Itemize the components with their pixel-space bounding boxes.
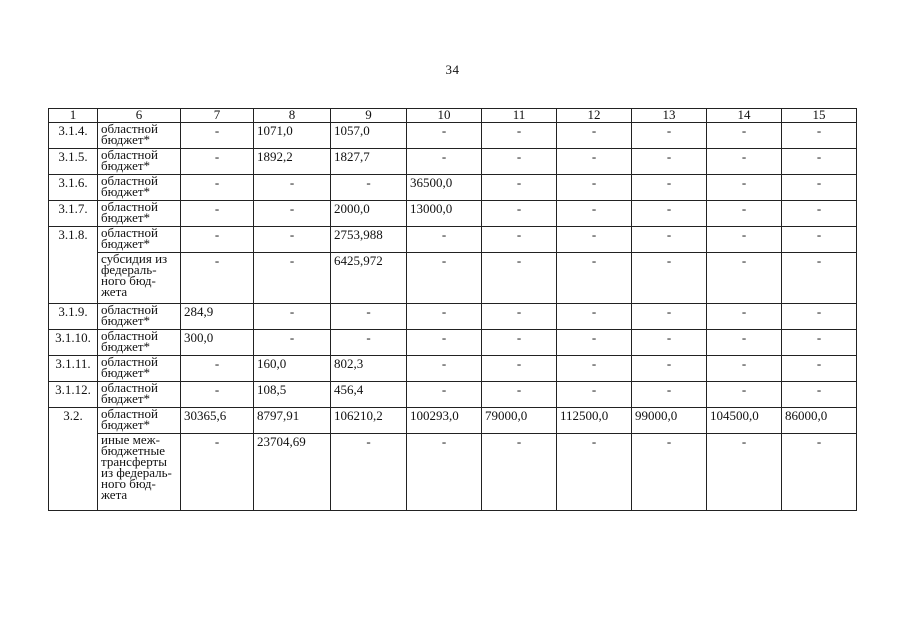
value-cell: -	[782, 330, 857, 356]
value-cell: -	[482, 253, 557, 304]
value-cell: -	[782, 304, 857, 330]
funding-source: областной бюджет*	[98, 227, 181, 253]
funding-source: областной бюджет*	[98, 356, 181, 382]
funding-source: областной бюджет*	[98, 201, 181, 227]
value-cell: -	[181, 253, 254, 304]
table-row	[49, 408, 857, 434]
table-row	[49, 304, 857, 330]
value-cell: -	[181, 149, 254, 175]
value-cell: -	[407, 434, 482, 511]
item-number: 3.2.	[49, 408, 98, 511]
value-cell: -	[407, 149, 482, 175]
value-cell: 112500,0	[557, 408, 632, 434]
value-cell: 86000,0	[782, 408, 857, 434]
value-cell: -	[707, 356, 782, 382]
value-cell: 1827,7	[331, 149, 407, 175]
value-cell: -	[707, 227, 782, 253]
value-cell: -	[181, 123, 254, 149]
value-cell: 802,3	[331, 356, 407, 382]
value-cell: -	[782, 253, 857, 304]
funding-source: областной бюджет*	[98, 408, 181, 434]
value-cell: 104500,0	[707, 408, 782, 434]
value-cell: -	[331, 175, 407, 201]
table-row	[49, 175, 857, 201]
value-cell: -	[557, 201, 632, 227]
table-row	[49, 201, 857, 227]
column-header: 14	[707, 109, 782, 123]
value-cell: -	[707, 175, 782, 201]
budget-table	[48, 108, 857, 511]
item-number: 3.1.4.	[49, 123, 98, 149]
value-cell: -	[482, 356, 557, 382]
value-cell: -	[557, 434, 632, 511]
value-cell: -	[707, 330, 782, 356]
value-cell: 2753,988	[331, 227, 407, 253]
value-cell: -	[557, 149, 632, 175]
value-cell: -	[181, 356, 254, 382]
value-cell: -	[782, 149, 857, 175]
value-cell: -	[482, 330, 557, 356]
item-number: 3.1.9.	[49, 304, 98, 330]
value-cell: 6425,972	[331, 253, 407, 304]
value-cell: -	[632, 201, 707, 227]
value-cell: -	[331, 330, 407, 356]
value-cell: -	[707, 304, 782, 330]
value-cell: 1071,0	[254, 123, 331, 149]
value-cell: -	[632, 175, 707, 201]
value-cell: -	[407, 382, 482, 408]
funding-source: областной бюджет*	[98, 149, 181, 175]
value-cell: -	[557, 356, 632, 382]
value-cell: -	[707, 149, 782, 175]
table-body	[49, 123, 857, 511]
value-cell: -	[254, 227, 331, 253]
value-cell: -	[407, 304, 482, 330]
value-cell: 100293,0	[407, 408, 482, 434]
value-cell: -	[632, 304, 707, 330]
value-cell: -	[254, 201, 331, 227]
value-cell: -	[782, 201, 857, 227]
value-cell: 108,5	[254, 382, 331, 408]
value-cell: 99000,0	[632, 408, 707, 434]
value-cell: -	[632, 253, 707, 304]
value-cell: -	[407, 356, 482, 382]
value-cell: -	[407, 227, 482, 253]
item-number: 3.1.8.	[49, 227, 98, 304]
value-cell: 79000,0	[482, 408, 557, 434]
value-cell: -	[254, 330, 331, 356]
value-cell: -	[782, 434, 857, 511]
table-row	[49, 434, 857, 511]
value-cell: -	[482, 123, 557, 149]
value-cell: -	[782, 123, 857, 149]
value-cell: 160,0	[254, 356, 331, 382]
column-header: 9	[331, 109, 407, 123]
column-header: 8	[254, 109, 331, 123]
column-header: 7	[181, 109, 254, 123]
value-cell: -	[557, 175, 632, 201]
value-cell: -	[407, 253, 482, 304]
funding-source: областной бюджет*	[98, 330, 181, 356]
column-header: 10	[407, 109, 482, 123]
value-cell: -	[482, 149, 557, 175]
value-cell: -	[407, 123, 482, 149]
value-cell: -	[632, 149, 707, 175]
value-cell: -	[632, 382, 707, 408]
value-cell: -	[707, 123, 782, 149]
value-cell: -	[782, 382, 857, 408]
value-cell: -	[482, 175, 557, 201]
value-cell: -	[482, 304, 557, 330]
item-number: 3.1.11.	[49, 356, 98, 382]
value-cell: -	[632, 356, 707, 382]
column-header: 1	[49, 109, 98, 123]
value-cell: -	[181, 382, 254, 408]
value-cell: -	[632, 123, 707, 149]
table-row	[49, 382, 857, 408]
value-cell: 456,4	[331, 382, 407, 408]
value-cell: -	[482, 382, 557, 408]
value-cell: 30365,6	[181, 408, 254, 434]
value-cell: 13000,0	[407, 201, 482, 227]
funding-source: субсидия из федераль-ного бюд-жета	[98, 253, 181, 304]
value-cell: 2000,0	[331, 201, 407, 227]
table-row	[49, 123, 857, 149]
value-cell: -	[331, 304, 407, 330]
value-cell: -	[557, 123, 632, 149]
value-cell: -	[482, 227, 557, 253]
value-cell: -	[557, 382, 632, 408]
value-cell: 36500,0	[407, 175, 482, 201]
value-cell: -	[632, 227, 707, 253]
page-number: 34	[445, 62, 460, 77]
item-number: 3.1.6.	[49, 175, 98, 201]
table-row	[49, 253, 857, 304]
table-row	[49, 356, 857, 382]
value-cell: 8797,91	[254, 408, 331, 434]
table-row	[49, 330, 857, 356]
item-number: 3.1.7.	[49, 201, 98, 227]
value-cell: -	[482, 201, 557, 227]
item-number: 3.1.10.	[49, 330, 98, 356]
value-cell: -	[254, 304, 331, 330]
value-cell: -	[557, 227, 632, 253]
header-row	[49, 109, 857, 123]
value-cell: -	[632, 330, 707, 356]
value-cell: -	[707, 382, 782, 408]
item-number: 3.1.5.	[49, 149, 98, 175]
value-cell: 106210,2	[331, 408, 407, 434]
value-cell: -	[181, 201, 254, 227]
column-header: 13	[632, 109, 707, 123]
value-cell: -	[557, 253, 632, 304]
value-cell: -	[331, 434, 407, 511]
column-header: 11	[482, 109, 557, 123]
table-row	[49, 149, 857, 175]
column-header: 12	[557, 109, 632, 123]
value-cell: -	[557, 330, 632, 356]
value-cell: -	[482, 434, 557, 511]
column-header: 15	[782, 109, 857, 123]
funding-source: областной бюджет*	[98, 175, 181, 201]
table-row	[49, 227, 857, 253]
value-cell: -	[782, 356, 857, 382]
funding-source: областной бюджет*	[98, 123, 181, 149]
column-header: 6	[98, 109, 181, 123]
item-number: 3.1.12.	[49, 382, 98, 408]
value-cell: -	[782, 227, 857, 253]
value-cell: -	[254, 253, 331, 304]
value-cell: -	[707, 253, 782, 304]
value-cell: -	[407, 330, 482, 356]
value-cell: -	[707, 434, 782, 511]
value-cell: -	[254, 175, 331, 201]
value-cell: -	[181, 227, 254, 253]
value-cell: 23704,69	[254, 434, 331, 511]
funding-source: областной бюджет*	[98, 304, 181, 330]
value-cell: -	[181, 434, 254, 511]
value-cell: 1892,2	[254, 149, 331, 175]
value-cell: -	[707, 201, 782, 227]
value-cell: 300,0	[181, 330, 254, 356]
value-cell: -	[557, 304, 632, 330]
funding-source: областной бюджет*	[98, 382, 181, 408]
value-cell: -	[632, 434, 707, 511]
value-cell: 284,9	[181, 304, 254, 330]
funding-source: иные меж-бюджетные трансферты из федераль-ного бюд-жета	[98, 434, 181, 511]
value-cell: -	[782, 175, 857, 201]
value-cell: -	[181, 175, 254, 201]
value-cell: 1057,0	[331, 123, 407, 149]
